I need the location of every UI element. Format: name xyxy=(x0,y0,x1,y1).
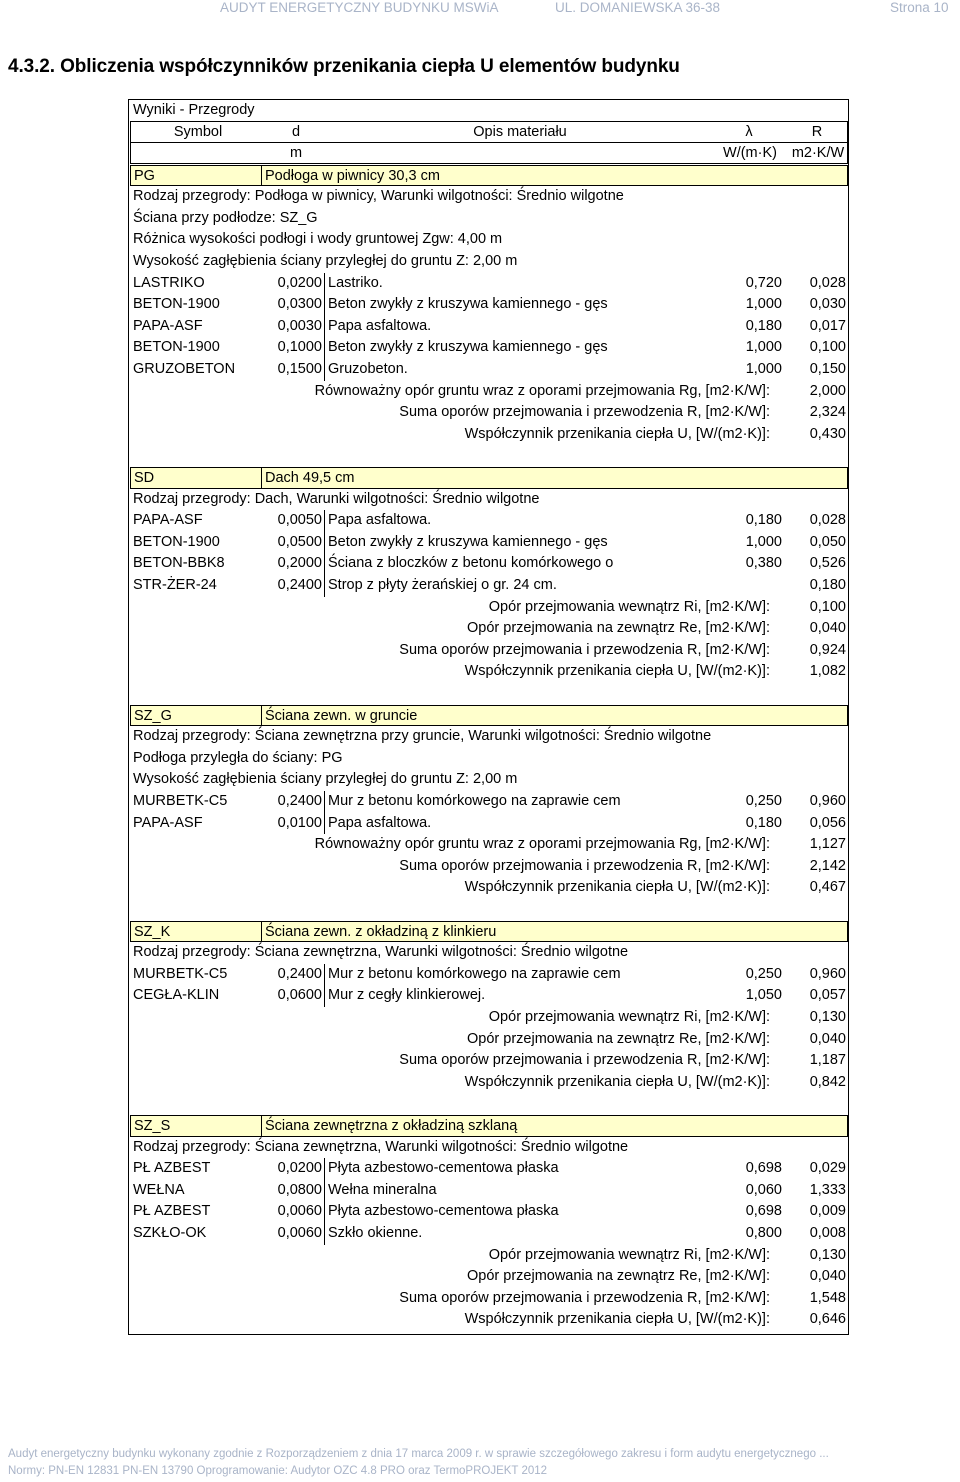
partition-name: Ściana zewn. z okładziną z klinkieru xyxy=(265,923,497,940)
layer-lambda: 0,180 xyxy=(745,814,782,831)
column-divider xyxy=(324,273,325,295)
layer-row xyxy=(130,1180,848,1202)
layer-description: Beton zwykły z kruszywa kamiennego - gęs xyxy=(328,533,608,550)
layer-thickness: 0,2400 xyxy=(277,793,322,809)
layer-thickness: 0,2400 xyxy=(277,577,322,593)
summary-value: 0,924 xyxy=(809,641,846,658)
partition-info-row xyxy=(130,251,848,273)
summary-row xyxy=(130,424,848,446)
column-divider xyxy=(261,922,262,942)
summary-value: 0,040 xyxy=(809,1268,846,1285)
column-divider xyxy=(324,964,325,986)
layer-thickness: 0,1500 xyxy=(277,361,322,377)
layer-thickness: 0,0030 xyxy=(277,317,322,334)
layer-lambda: 1,000 xyxy=(745,296,782,313)
layer-resistance: 0,056 xyxy=(809,814,846,831)
summary-row xyxy=(130,1050,848,1072)
summary-label: Suma oporów przejmowania i przewodzenia R, [m2·K/W]: xyxy=(399,857,770,874)
layer-row xyxy=(130,1223,848,1245)
layer-row xyxy=(130,510,848,532)
layer-resistance: 1,333 xyxy=(809,1181,846,1198)
column-divider xyxy=(324,1223,325,1245)
partition-info: Rodzaj przegrody: Dach, Warunki wilgotności: Średnio wilgotne xyxy=(133,490,540,507)
layer-lambda: 0,180 xyxy=(745,317,782,334)
summary-value: 0,130 xyxy=(809,1246,846,1263)
column-divider xyxy=(324,510,325,532)
summary-row xyxy=(130,661,848,683)
summary-value: 0,100 xyxy=(809,598,846,615)
header-middle: UL. DOMANIEWSKA 36-38 xyxy=(555,0,721,15)
partition-info: Ściana przy podłodze: SZ_G xyxy=(133,209,318,226)
layer-lambda: 1,000 xyxy=(745,361,782,377)
layer-resistance: 0,960 xyxy=(809,793,846,809)
partition-header-row xyxy=(130,705,848,727)
layer-symbol: PAPA-ASF xyxy=(133,814,203,831)
layer-symbol: BETON-1900 xyxy=(133,533,220,550)
partition-info: Rodzaj przegrody: Ściana zewnętrzna, Warunki wilgotności: Średnio wilgotne xyxy=(133,1138,629,1155)
partition-header-row xyxy=(130,1115,848,1137)
partition-header-row xyxy=(130,467,848,489)
layer-lambda: 0,800 xyxy=(745,1225,782,1241)
column-divider xyxy=(324,553,325,575)
layer-lambda: 1,050 xyxy=(745,987,782,1004)
layer-lambda: 1,000 xyxy=(745,339,782,356)
partition-code: SZ_K xyxy=(134,923,171,940)
layer-description: Mur z betonu komórkowego na zaprawie cem xyxy=(328,965,621,982)
summary-value: 0,467 xyxy=(809,879,846,896)
layer-row xyxy=(130,985,848,1007)
summary-label: Współczynnik przenikania ciepła U, [W/(m2·K)]: xyxy=(464,879,770,896)
table-caption-row xyxy=(130,100,848,122)
layer-lambda: 0,250 xyxy=(745,965,782,982)
layer-lambda: 0,380 xyxy=(745,555,782,572)
layer-resistance: 0,960 xyxy=(809,965,846,982)
layer-thickness: 0,0600 xyxy=(277,987,322,1004)
layer-thickness: 0,0100 xyxy=(277,814,322,831)
layer-description: Papa asfaltowa. xyxy=(328,512,432,529)
partition-info: Wysokość zagłębienia ściany przyległej do gruntu Z: 2,00 m xyxy=(133,771,518,788)
layer-lambda: 0,698 xyxy=(745,1160,782,1177)
summary-row xyxy=(130,618,848,640)
partition-header-row xyxy=(130,165,848,187)
layer-lambda: 0,698 xyxy=(745,1203,782,1220)
layer-thickness: 0,0300 xyxy=(277,296,322,313)
summary-row xyxy=(130,856,848,878)
summary-row xyxy=(130,1072,848,1094)
column-divider xyxy=(324,359,325,381)
partition-code: PG xyxy=(134,167,155,184)
summary-row xyxy=(130,1007,848,1029)
partition-info-row xyxy=(130,1137,848,1159)
summary-label: Opór przejmowania na zewnątrz Re, [m2·K/W]: xyxy=(467,620,770,637)
layer-resistance: 0,029 xyxy=(809,1160,846,1177)
layer-symbol: WEŁNA xyxy=(133,1181,185,1198)
layer-row xyxy=(130,316,848,338)
layer-thickness: 0,0800 xyxy=(277,1181,322,1198)
layer-row xyxy=(130,553,848,575)
layer-resistance: 0,028 xyxy=(809,512,846,529)
column-divider xyxy=(324,1201,325,1223)
partition-name: Podłoga w piwnicy 30,3 cm xyxy=(265,167,440,184)
layer-resistance: 0,017 xyxy=(809,317,846,334)
unit-lambda: W/(m·K) xyxy=(723,145,777,161)
page-footer xyxy=(8,1446,829,1480)
layer-resistance: 0,008 xyxy=(809,1225,846,1241)
layer-symbol: PAPA-ASF xyxy=(133,512,203,529)
header-opis: Opis materiału xyxy=(473,124,567,140)
summary-value: 0,040 xyxy=(809,1030,846,1047)
table-units-row xyxy=(130,142,848,164)
column-divider xyxy=(324,791,325,813)
summary-label: Suma oporów przejmowania i przewodzenia R, [m2·K/W]: xyxy=(399,1052,770,1069)
summary-row xyxy=(130,877,848,899)
layer-symbol: BETON-BBK8 xyxy=(133,555,225,572)
column-divider xyxy=(324,316,325,338)
summary-label: Opór przejmowania na zewnątrz Re, [m2·K/W]: xyxy=(467,1268,770,1285)
partition-info: Różnica wysokości podłogi i wody gruntowej Zgw: 4,00 m xyxy=(133,231,503,248)
footer-line-1: Audyt energetyczny budynku wykonany zgodnie z Rozporządzeniem z dnia 17 marca 2009 r. w sprawie szczegółowego zakresu i form audytu energetycznego ... xyxy=(8,1448,829,1460)
summary-value: 1,082 xyxy=(809,663,846,680)
summary-value: 2,324 xyxy=(809,404,846,421)
layer-symbol: PŁ AZBEST xyxy=(133,1203,211,1220)
layer-description: Lastriko. xyxy=(328,274,383,291)
layer-description: Płyta azbestowo-cementowa płaska xyxy=(328,1160,559,1177)
footer-line-2: Normy: PN-EN 12831 PN-EN 13790 Oprogramowanie: Audytor OZC 4.8 PRO oraz TermoPROJEKT 2012 xyxy=(8,1465,548,1477)
layer-row xyxy=(130,813,848,835)
partition-info: Rodzaj przegrody: Podłoga w piwnicy, Warunki wilgotności: Średnio wilgotne xyxy=(133,188,624,205)
layer-symbol: BETON-1900 xyxy=(133,339,220,356)
summary-label: Współczynnik przenikania ciepła U, [W/(m2·K)]: xyxy=(464,1073,770,1090)
layer-symbol: LASTRIKO xyxy=(133,274,205,291)
summary-label: Równoważny opór gruntu wraz z oporami przejmowania Rg, [m2·K/W]: xyxy=(314,382,770,399)
partition-info-row xyxy=(130,489,848,511)
layer-row xyxy=(130,791,848,813)
partition-info: Podłoga przyległa do ściany: PG xyxy=(133,749,343,766)
layer-resistance: 0,180 xyxy=(809,577,846,593)
header-symbol: Symbol xyxy=(173,124,223,140)
header-lambda: λ xyxy=(745,124,753,140)
partition-code: SZ_G xyxy=(134,707,172,724)
partition-name: Ściana zewnętrzna z okładziną szklaną xyxy=(265,1118,518,1134)
layer-thickness: 0,0060 xyxy=(277,1225,322,1241)
summary-value: 1,127 xyxy=(809,836,846,853)
layer-resistance: 0,057 xyxy=(809,987,846,1004)
partition-info: Rodzaj przegrody: Ściana zewnętrzna, Warunki wilgotności: Średnio wilgotne xyxy=(133,944,629,961)
layer-lambda: 0,250 xyxy=(745,793,782,809)
layer-symbol: PŁ AZBEST xyxy=(133,1160,211,1177)
summary-label: Równoważny opór gruntu wraz z oporami przejmowania Rg, [m2·K/W]: xyxy=(314,836,770,853)
layer-description: Papa asfaltowa. xyxy=(328,814,432,831)
layer-row xyxy=(130,1158,848,1180)
summary-row xyxy=(130,1266,848,1288)
layer-row xyxy=(130,575,848,597)
header-r: R xyxy=(811,124,823,140)
partition-info: Wysokość zagłębienia ściany przyległej do gruntu Z: 2,00 m xyxy=(133,253,518,269)
column-divider xyxy=(261,1116,262,1136)
partition-info-row xyxy=(130,208,848,230)
summary-row xyxy=(130,402,848,424)
layer-thickness: 0,0200 xyxy=(277,1160,322,1177)
summary-label: Współczynnik przenikania ciepła U, [W/(m2·K)]: xyxy=(464,1311,770,1328)
summary-value: 0,646 xyxy=(809,1311,846,1328)
summary-row xyxy=(130,1288,848,1310)
summary-row xyxy=(130,834,848,856)
summary-label: Współczynnik przenikania ciepła U, [W/(m2·K)]: xyxy=(464,663,770,680)
layer-lambda: 0,180 xyxy=(745,512,782,529)
layer-description: Płyta azbestowo-cementowa płaska xyxy=(328,1203,559,1220)
summary-value: 1,187 xyxy=(809,1052,846,1069)
partition-info-row xyxy=(130,942,848,964)
layer-resistance: 0,150 xyxy=(809,361,846,377)
column-divider xyxy=(261,706,262,726)
summary-row xyxy=(130,640,848,662)
partition-name: Dach 49,5 cm xyxy=(265,470,355,486)
unit-r: m2·K/W xyxy=(791,145,845,161)
partition-info-row xyxy=(130,229,848,251)
layer-symbol: MURBETK-C5 xyxy=(133,965,228,982)
table-caption: Wyniki - Przegrody xyxy=(133,102,255,118)
layer-resistance: 0,050 xyxy=(809,533,846,550)
layer-resistance: 0,028 xyxy=(809,274,846,291)
summary-value: 1,548 xyxy=(809,1289,846,1306)
layer-lambda: 1,000 xyxy=(745,533,782,550)
layer-description: Beton zwykły z kruszywa kamiennego - gęs xyxy=(328,296,608,313)
layer-resistance: 0,030 xyxy=(809,296,846,313)
partition-code: SD xyxy=(134,470,155,486)
layer-description: Wełna mineralna xyxy=(328,1181,437,1198)
summary-label: Opór przejmowania na zewnątrz Re, [m2·K/W]: xyxy=(467,1030,770,1047)
partition-info-row xyxy=(130,769,848,791)
summary-label: Suma oporów przejmowania i przewodzenia R, [m2·K/W]: xyxy=(399,1289,770,1306)
column-divider xyxy=(324,1180,325,1202)
layer-row xyxy=(130,273,848,295)
column-divider xyxy=(324,1158,325,1180)
layer-lambda: 0,720 xyxy=(745,274,782,291)
column-divider xyxy=(324,575,325,597)
header-right: Strona 10 xyxy=(890,0,949,15)
summary-value: 0,842 xyxy=(809,1073,846,1090)
column-divider xyxy=(261,468,262,488)
layer-symbol: MURBETK-C5 xyxy=(133,793,228,809)
layer-lambda: 0,060 xyxy=(745,1181,782,1198)
unit-d: m xyxy=(289,145,303,161)
layer-description: Ściana z bloczków z betonu komórkowego o xyxy=(328,555,614,572)
summary-value: 0,430 xyxy=(809,425,846,442)
column-divider xyxy=(324,985,325,1007)
partition-header-row xyxy=(130,921,848,943)
summary-value: 2,000 xyxy=(809,382,846,399)
summary-row xyxy=(130,597,848,619)
summary-row xyxy=(130,381,848,403)
header-d: d xyxy=(291,124,301,140)
layer-description: Mur z cegły klinkierowej. xyxy=(328,987,486,1004)
layer-symbol: CEGŁA-KLIN xyxy=(133,987,220,1004)
layer-symbol: GRUZOBETON xyxy=(133,361,236,377)
summary-label: Współczynnik przenikania ciepła U, [W/(m2·K)]: xyxy=(464,425,770,442)
layer-row xyxy=(130,337,848,359)
layer-row xyxy=(130,1201,848,1223)
partition-info-row xyxy=(130,726,848,748)
header-left: AUDYT ENERGETYCZNY BUDYNKU MSWiA xyxy=(220,0,499,15)
summary-label: Opór przejmowania wewnątrz Ri, [m2·K/W]: xyxy=(488,1246,770,1263)
partition-info-row xyxy=(130,186,848,208)
column-divider xyxy=(324,337,325,359)
partition-info: Rodzaj przegrody: Ściana zewnętrzna przy gruncie, Warunki wilgotności: Średnio wilgotne xyxy=(133,728,712,745)
layer-row xyxy=(130,359,848,381)
summary-value: 0,130 xyxy=(809,1009,846,1025)
partition-info-row xyxy=(130,748,848,770)
layer-description: Strop z płyty żerańskiej o gr. 24 cm. xyxy=(328,577,557,593)
layer-description: Beton zwykły z kruszywa kamiennego - gęs xyxy=(328,339,608,356)
layer-resistance: 0,526 xyxy=(809,555,846,572)
layer-thickness: 0,0060 xyxy=(277,1203,322,1220)
partition-code: SZ_S xyxy=(134,1118,171,1134)
layer-thickness: 0,1000 xyxy=(277,339,322,356)
column-divider xyxy=(324,294,325,316)
column-divider xyxy=(324,532,325,554)
section-title: 4.3.2. Obliczenia współczynników przenikania ciepła U elementów budynku xyxy=(8,56,680,77)
summary-label: Suma oporów przejmowania i przewodzenia R, [m2·K/W]: xyxy=(399,641,770,658)
layer-row xyxy=(130,964,848,986)
layer-symbol: STR-ŻER-24 xyxy=(133,577,217,593)
layer-symbol: PAPA-ASF xyxy=(133,317,203,334)
summary-value: 2,142 xyxy=(809,857,846,874)
layer-description: Szkło okienne. xyxy=(328,1225,423,1241)
summary-label: Opór przejmowania wewnątrz Ri, [m2·K/W]: xyxy=(488,1009,770,1025)
layer-description: Papa asfaltowa. xyxy=(328,317,432,334)
column-divider xyxy=(324,813,325,835)
layer-row xyxy=(130,532,848,554)
layer-thickness: 0,0200 xyxy=(277,274,322,291)
layer-description: Mur z betonu komórkowego na zaprawie cem xyxy=(328,793,621,809)
layer-resistance: 0,009 xyxy=(809,1203,846,1220)
summary-row xyxy=(130,1309,848,1331)
layer-description: Gruzobeton. xyxy=(328,361,408,377)
layer-thickness: 0,2400 xyxy=(277,965,322,982)
layer-resistance: 0,100 xyxy=(809,339,846,356)
layer-symbol: BETON-1900 xyxy=(133,296,220,313)
page-header xyxy=(0,0,960,22)
summary-label: Opór przejmowania wewnątrz Ri, [m2·K/W]: xyxy=(488,598,770,615)
layer-thickness: 0,0050 xyxy=(277,512,322,529)
summary-row xyxy=(130,1245,848,1267)
column-divider xyxy=(261,166,262,186)
summary-value: 0,040 xyxy=(809,620,846,637)
table-header-row xyxy=(130,121,848,143)
layer-row xyxy=(130,294,848,316)
layer-symbol: SZKŁO-OK xyxy=(133,1225,207,1241)
summary-row xyxy=(130,1029,848,1051)
summary-label: Suma oporów przejmowania i przewodzenia R, [m2·K/W]: xyxy=(399,404,770,421)
partition-name: Ściana zewn. w gruncie xyxy=(265,707,418,724)
layer-thickness: 0,2000 xyxy=(277,555,322,572)
layer-thickness: 0,0500 xyxy=(277,533,322,550)
